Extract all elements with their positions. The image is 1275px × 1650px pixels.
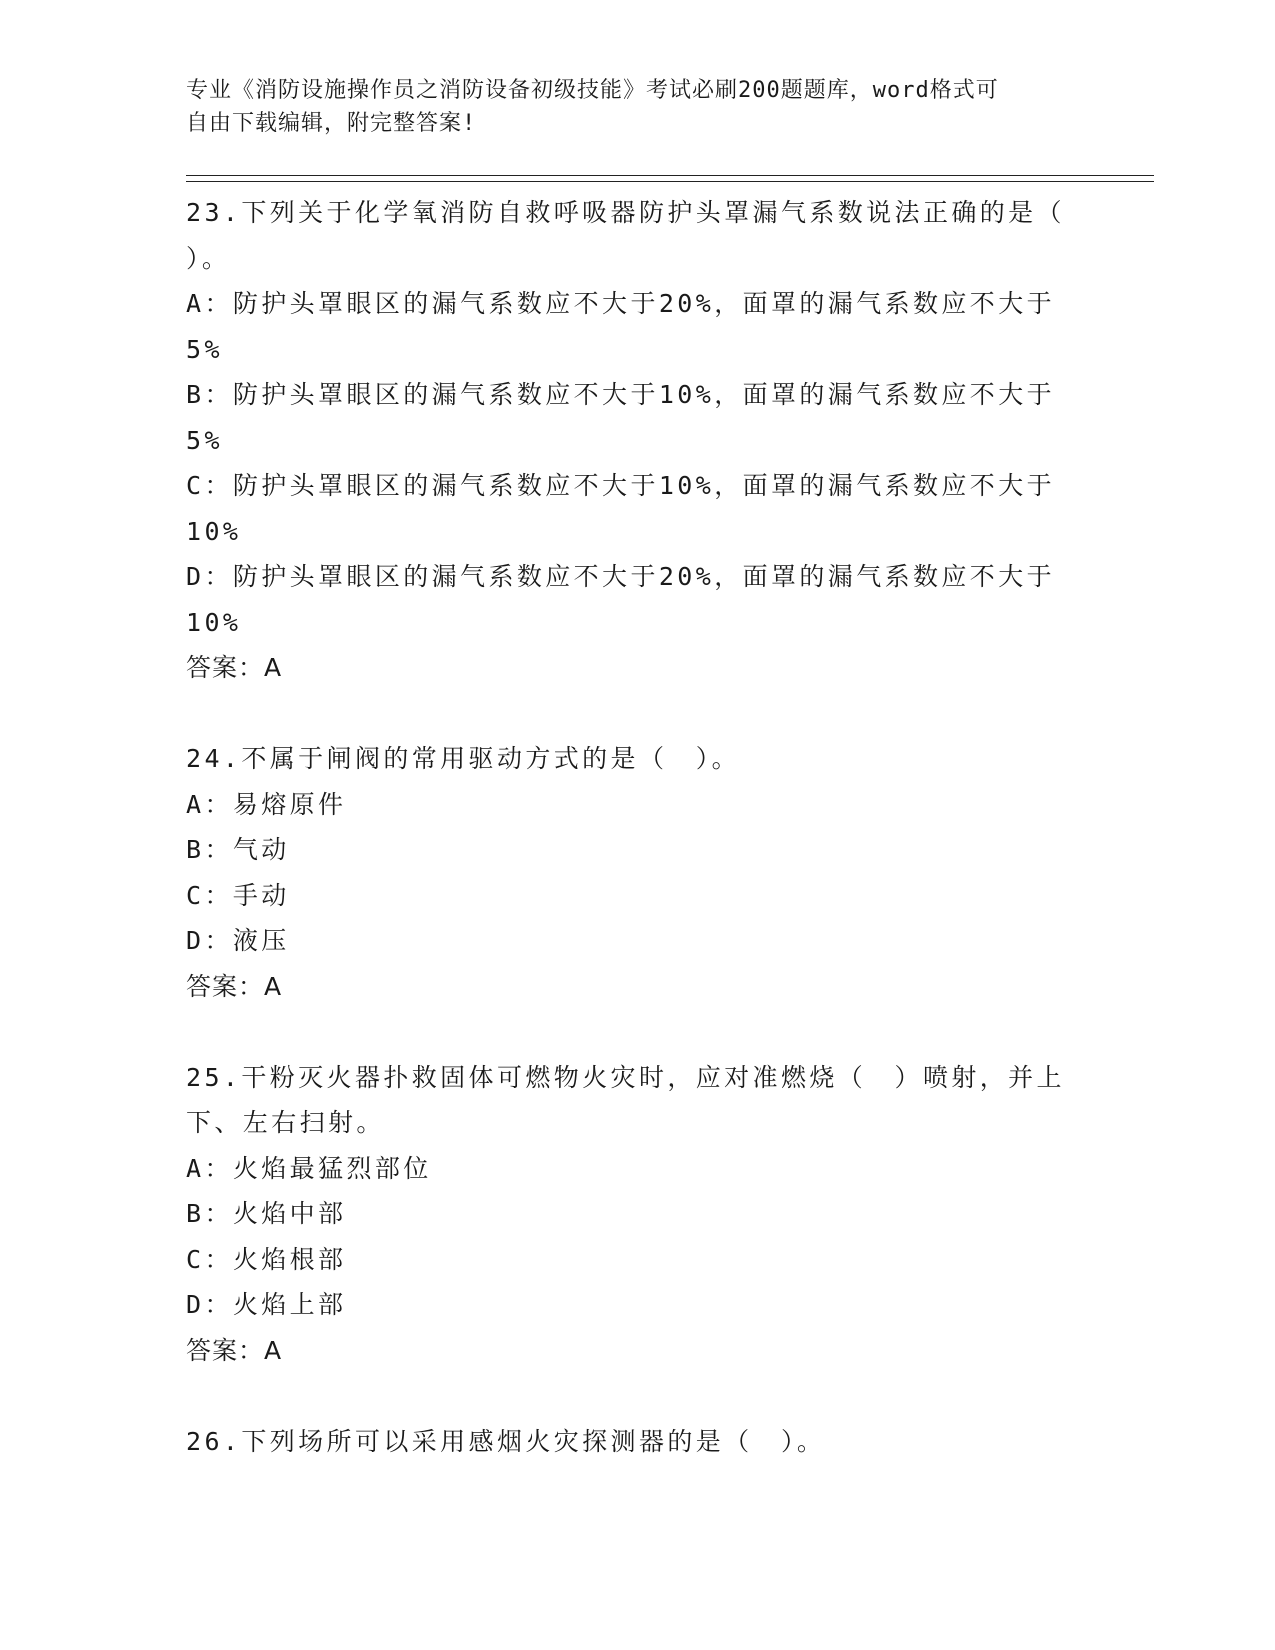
option-b-line: B：气动 xyxy=(186,835,290,864)
question-stem-line: 26.下列场所可以采用感烟火灾探测器的是（ ）。 xyxy=(186,1426,826,1456)
answer-line: 答案：A xyxy=(186,653,283,682)
option-d-line: D：防护头罩眼区的漏气系数应不大于20%，面罩的漏气系数应不大于 xyxy=(186,562,1056,591)
option-c-line: 10% xyxy=(186,516,242,546)
question-stem-line: 25.干粉灭火器扑救固体可燃物火灾时，应对准燃烧（ ）喷射，并上 xyxy=(186,1062,1065,1092)
option-d-line: D：液压 xyxy=(186,926,290,955)
option-a-line: 5% xyxy=(186,334,223,364)
question-23 xyxy=(186,190,1086,691)
question-stem-line: 23.下列关于化学氧消防自救呼吸器防护头罩漏气系数说法正确的是（ xyxy=(186,198,1065,227)
option-b-line: B：防护头罩眼区的漏气系数应不大于10%，面罩的漏气系数应不大于 xyxy=(186,380,1056,409)
option-c-line: C：手动 xyxy=(186,880,290,910)
question-stem-line: ）。 xyxy=(186,243,231,273)
header-line-2: 自由下载编辑，附完整答案! xyxy=(186,111,477,136)
answer-line: 答案：A xyxy=(186,1335,283,1365)
option-c-line: C：火焰根部 xyxy=(186,1244,347,1274)
question-spacer xyxy=(186,1373,1086,1419)
header-line-1: 专业《消防设施操作员之消防设备初级技能》考试必刷200题题库，word格式可 xyxy=(186,78,999,103)
question-24 xyxy=(186,736,1086,1009)
option-a-line: A：易熔原件 xyxy=(186,789,347,819)
question-stem-line: 下、左右扫射。 xyxy=(186,1108,385,1137)
question-26 xyxy=(186,1419,1086,1465)
option-d-line: 10% xyxy=(186,607,242,637)
document-header xyxy=(186,74,1066,140)
option-b-line: 5% xyxy=(186,425,223,455)
header-rule-top xyxy=(186,175,1154,176)
question-25 xyxy=(186,1055,1086,1374)
question-spacer xyxy=(186,1009,1086,1055)
option-c-line: C：防护头罩眼区的漏气系数应不大于10%，面罩的漏气系数应不大于 xyxy=(186,471,1056,500)
answer-line: 答案：A xyxy=(186,971,283,1001)
question-spacer xyxy=(186,691,1086,737)
option-a-line: A：火焰最猛烈部位 xyxy=(186,1153,432,1183)
header-rule-bottom xyxy=(186,181,1154,182)
question-stem-line: 24.不属于闸阀的常用驱动方式的是（ ）。 xyxy=(186,744,741,773)
option-a-line: A：防护头罩眼区的漏气系数应不大于20%，面罩的漏气系数应不大于 xyxy=(186,289,1056,318)
question-list xyxy=(186,190,1086,1464)
option-b-line: B：火焰中部 xyxy=(186,1199,347,1228)
option-d-line: D：火焰上部 xyxy=(186,1290,347,1319)
